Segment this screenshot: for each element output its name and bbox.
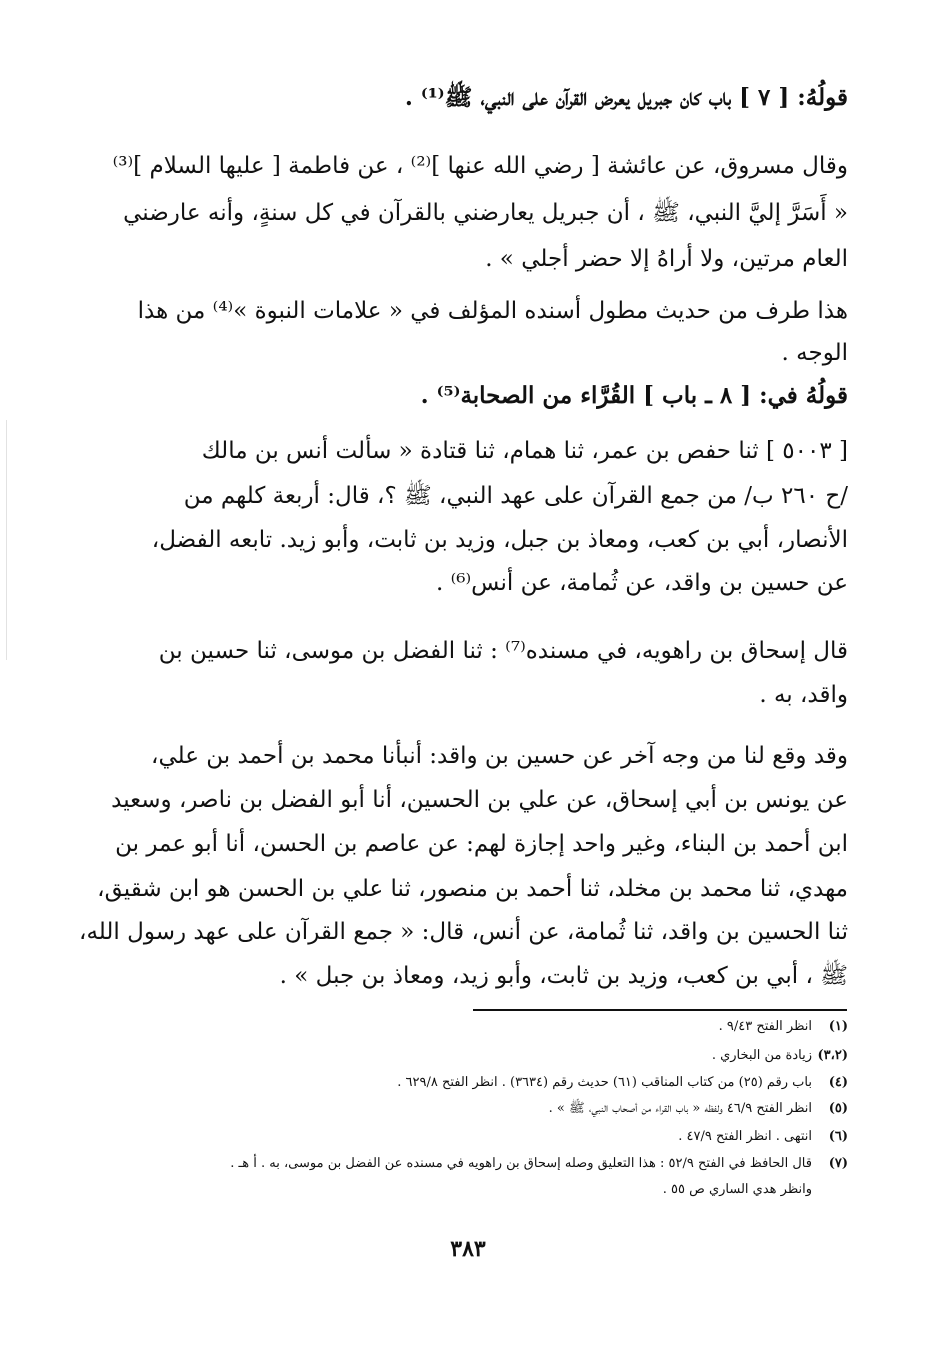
footnote-number: (٦) — [828, 1129, 848, 1144]
body-line: وقد وقع لنا من وجه آخر عن حسين بن واقد: أنبأنا محمد بن أحمد بن علي، — [151, 743, 848, 769]
body-line: « أَسَرَّ إليَّ النبي، ﷺ ، أن جبريل يعارضني بالقرآن في كل سنةٍ، وأنه عارضني — [123, 200, 848, 226]
footnote-text: انظر الفتح ٤٦/٩ ولفظه « باب القراء من أصحاب النبي، ﷺ » . — [548, 1101, 812, 1116]
body-line: ثنا الحسين بن واقد، ثنا ثُمامة، عن أنس، قال: « جمع القرآن على عهد رسول الله، — [79, 919, 848, 945]
footnote-text: انظر الفتح ٩/٤٣ . — [718, 1019, 812, 1034]
section-heading-7: قولُهُ: [ ٧ ] باب كان جبريل يعرض القرآن على النبي، ﷺ⁽¹⁾ . — [404, 84, 848, 111]
footnote-number: (١) — [828, 1019, 848, 1034]
footnote — [100, 1017, 848, 1037]
footnote — [100, 1127, 848, 1147]
body-line: العام مرتين، ولا أراهُ إلا حضر أجلي » . — [485, 246, 848, 272]
footnote-text: باب رقم (٢٥) من كتاب المناقب (٦١) حديث رقم (٣٦٣٤) . انظر الفتح ٦٢٩/٨ . — [397, 1075, 812, 1090]
body-line: قال إسحاق بن راهويه، في مسنده⁽⁷⁾ : ثنا الفضل بن موسى، ثنا حسين بن — [158, 638, 848, 664]
scan-edge-line — [6, 420, 7, 660]
body-line: مهدي، ثنا محمد بن مخلد، ثنا أحمد بن منصور، ثنا علي بن الحسن هو ابن شقيق، — [97, 876, 848, 902]
body-line: [ ٥٠٠٣ ] ثنا حفص بن عمر، ثنا همام، ثنا قتادة « سألت أنس بن مالك — [201, 438, 848, 464]
footnote — [100, 1099, 848, 1119]
body-line: عن يونس بن أبي إسحاق، عن علي بن الحسين، أنا أبو الفضل بن ناصر، وسعيد — [111, 787, 848, 813]
body-line: ﷺ ، أبي بن كعب، وزيد بن ثابت، وأبو زيد، ومعاذ بن جبل » . — [279, 963, 848, 989]
footnote-number: (٥) — [828, 1101, 848, 1116]
footnote — [100, 1046, 848, 1066]
body-line: وقال مسروق، عن عائشة [ رضي الله عنها ]⁽²⁾ ، عن فاطمة [ عليها السلام ]⁽³⁾ — [112, 153, 848, 179]
footnote-number: (٣،٢) — [817, 1048, 848, 1063]
body-line: الأنصار، أبي بن كعب، ومعاذ بن جبل، وزيد بن ثابت، وأبو زيد. تابعه الفضل، — [151, 527, 848, 553]
footnote-separator — [473, 1009, 847, 1011]
footnote — [100, 1073, 848, 1093]
body-line: /ح ٢٦٠ ب/ من جمع القرآن على عهد النبي، ﷺ ؟، قال: أربعة كلهم من — [183, 483, 848, 509]
body-line: عن حسين بن واقد، عن ثُمامة، عن أنس⁽⁶⁾ . — [435, 570, 848, 596]
body-line: واقد، به . — [759, 682, 848, 708]
footnote-text: قال الحافظ في الفتح ٥٢/٩ : هذا التعليق وصله إسحاق بن راهويه في مسنده عن الفضل بن موسى، به . أ هـ . — [230, 1156, 812, 1171]
footnote-number: (٧) — [828, 1156, 848, 1171]
body-line: هذا طرف من حديث مطول أسنده المؤلف في « علامات النبوة »⁽⁴⁾ من هذا — [137, 298, 848, 324]
footnote — [100, 1154, 848, 1174]
section-heading-8: قولُهُ في: [ ٨ ـ باب ] القُرَّاء من الصحابة⁽⁵⁾ . — [420, 382, 848, 409]
footnote-text: وانظر هدي الساري ص ٥٥ . — [662, 1182, 812, 1197]
body-line: ابن أحمد بن البناء، وغير واحد إجازة لهم: عن عاصم بن الحسن، أنا أبو عمر بن — [115, 831, 848, 857]
page-number: ٣٨٣ — [450, 1236, 486, 1262]
body-line: الوجه . — [781, 340, 848, 366]
footnote-text: زيادة من البخاري . — [711, 1048, 812, 1063]
footnote-text: انتهى . انظر الفتح ٤٧/٩ . — [678, 1129, 812, 1144]
footnote — [100, 1180, 848, 1200]
footnote-number: (٤) — [828, 1075, 848, 1090]
